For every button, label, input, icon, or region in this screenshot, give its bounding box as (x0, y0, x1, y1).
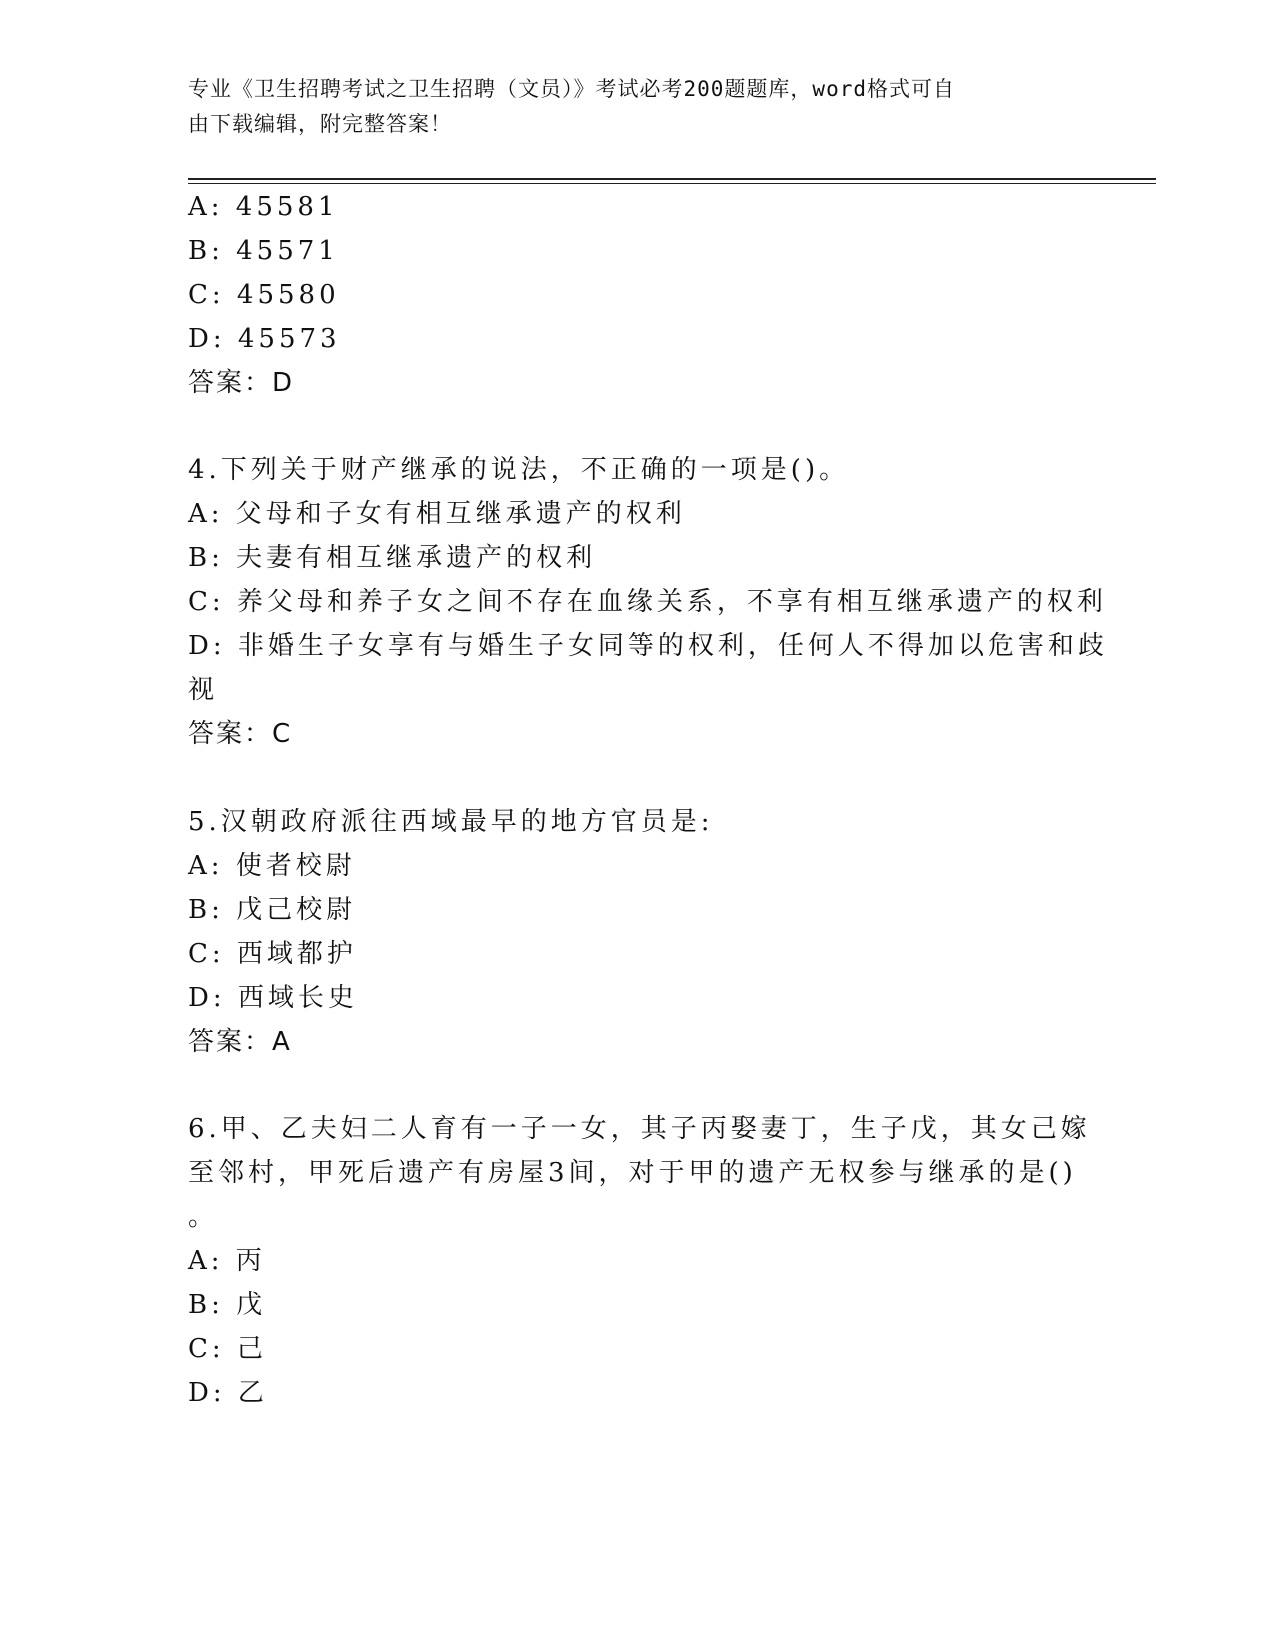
header-rule-thick (188, 178, 1156, 180)
q6-stem-line-3: 。 (188, 1202, 219, 1232)
q4-option-b: B: 夫妻有相互继承遗产的权利 (188, 543, 597, 573)
q5-option-b: B: 戊己校尉 (188, 895, 357, 925)
q4-option-d-continued: 视 (188, 675, 219, 705)
q4-option-c: C: 养父母和养子女之间不存在血缘关系，不享有相互继承遗产的权利 (188, 587, 1107, 617)
q6-option-d: D: 乙 (188, 1378, 268, 1408)
q3-option-a: A: 45581 (188, 192, 339, 222)
q4-option-a: A: 父母和子女有相互继承遗产的权利 (188, 499, 686, 529)
q6-option-a: A: 丙 (188, 1246, 266, 1276)
q5-option-c: C: 西域都护 (188, 939, 357, 969)
q3-answer: 答案：D (188, 368, 295, 398)
q6-option-b: B: 戊 (188, 1290, 267, 1320)
q6-option-c: C: 己 (188, 1334, 267, 1364)
document-header (188, 72, 1068, 142)
header-rule-thin (188, 183, 1156, 184)
q5-stem: 5.汉朝政府派往西域最早的地方官员是: (188, 807, 714, 837)
q3-option-c: C: 45580 (188, 280, 340, 310)
q6-stem-line-1: 6.甲、乙夫妇二人育有一子一女，其子丙娶妻丁，生子戊，其女己嫁 (188, 1114, 1091, 1144)
header-line-1: 专业《卫生招聘考试之卫生招聘（文员）》考试必考200题题库，word格式可自 (188, 77, 955, 101)
header-line-2: 由下载编辑，附完整答案！ (188, 112, 452, 136)
q4-answer: 答案：C (188, 719, 293, 749)
q3-option-b: B: 45571 (188, 236, 339, 266)
q4-option-d: D: 非婚生子女享有与婚生子女同等的权利，任何人不得加以危害和歧 (188, 631, 1108, 661)
q5-option-d: D: 西域长史 (188, 983, 358, 1013)
q6-stem-line-2: 至邻村，甲死后遗产有房屋3间，对于甲的遗产无权参与继承的是() (188, 1158, 1077, 1188)
q5-option-a: A: 使者校尉 (188, 851, 356, 881)
q4-stem: 4.下列关于财产继承的说法，不正确的一项是()。 (188, 455, 850, 485)
q3-option-d: D: 45573 (188, 324, 341, 354)
q5-answer: 答案：A (188, 1027, 292, 1057)
